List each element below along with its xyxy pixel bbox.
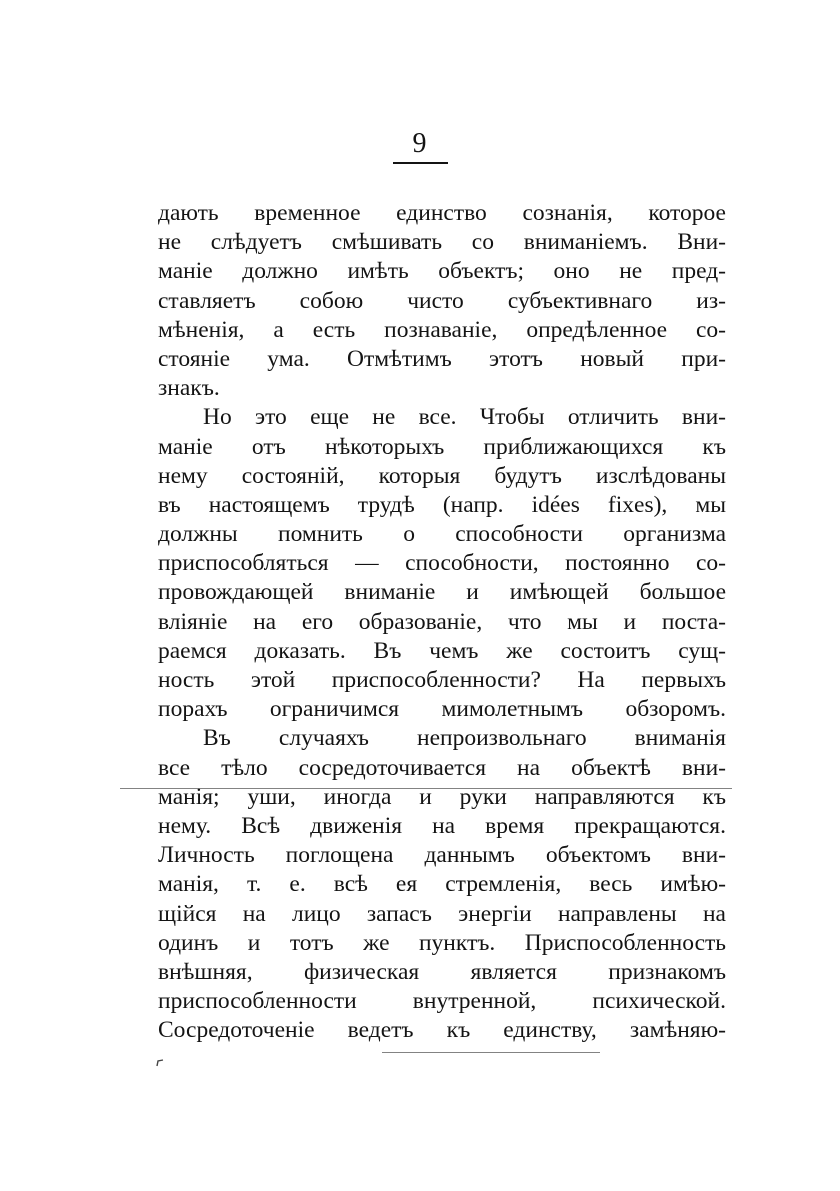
text-line: мѣненія, а есть познаваніе, опредѣленное со- [158, 316, 726, 343]
text-line: маніе отъ нѣкоторыхъ приближающихся къ [158, 433, 726, 460]
text-line: вліяніе на его образованіе, что мы и поста- [158, 608, 726, 635]
text-line: раемся доказать. Въ чемъ же состоитъ сущ- [158, 637, 726, 664]
text-line: провождающей вниманіе и имѣющей большое [158, 579, 726, 606]
text-line: одинъ и тотъ же пунктъ. Приспособленность [158, 929, 726, 956]
paragraph-1 [158, 199, 726, 403]
pencil-underline [120, 788, 732, 793]
text-line: должны помнить о способности организма [158, 521, 726, 548]
text-line: Но это еще не все. Чтобы отличить вни- [203, 404, 726, 431]
text-line: приспособленности внутренной, психической. [158, 988, 726, 1015]
text-line: приспособляться — способности, постоянно со- [158, 550, 726, 577]
text-line: порахъ ограничимся мимолетнымъ обзоромъ. [158, 696, 726, 723]
text-line: дають временное единство сознанія, которое [158, 200, 726, 226]
pencil-mark [155, 1058, 165, 1068]
text-line: Въ случаяхъ непроизвольнаго вниманія [203, 725, 726, 752]
text-line: ность этой приспособленности? На первыхъ [158, 667, 726, 693]
paragraph-2 [158, 403, 726, 724]
text-line: Сосредоточеніе ведетъ къ единству, замѣняю- [158, 1017, 726, 1044]
text-line: стояніе ума. Отмѣтимъ этотъ новый при- [158, 345, 726, 372]
body-text [158, 199, 726, 1045]
text-line: ставляетъ собою чисто субъективнаго из- [158, 287, 726, 314]
text-line: нему состояній, которыя будутъ изслѣдованы [158, 462, 726, 489]
text-line: манія; уши, иногда и руки направляются къ [158, 783, 726, 810]
text-line: все тѣло сосредоточивается на объектѣ вни- [158, 754, 726, 781]
paragraph-3 [158, 724, 726, 1045]
text-line: маніе должно имѣть объектъ; оно не пред- [158, 258, 726, 285]
text-line: нему. Всѣ движенія на время прекращаются. [158, 812, 726, 839]
text-line: въ настоящемъ трудѣ (напр. idées fixes), мы [158, 491, 726, 518]
text-line: не слѣдуетъ смѣшивать со вниманіемъ. Вни- [158, 229, 726, 256]
text-line: внѣшняя, физическая является признакомъ [158, 958, 726, 985]
page-header [0, 128, 840, 164]
text-line: Личность поглощена даннымъ объектомъ вни- [158, 842, 726, 869]
text-line: манія, т. е. всѣ ея стремленія, весь имѣю- [158, 871, 726, 898]
page-number: 9 [393, 128, 448, 164]
text-line: щійся на лицо запасъ энергіи направлены на [158, 900, 726, 927]
text-line: знакъ. [158, 375, 220, 402]
pencil-underline [382, 1052, 600, 1057]
